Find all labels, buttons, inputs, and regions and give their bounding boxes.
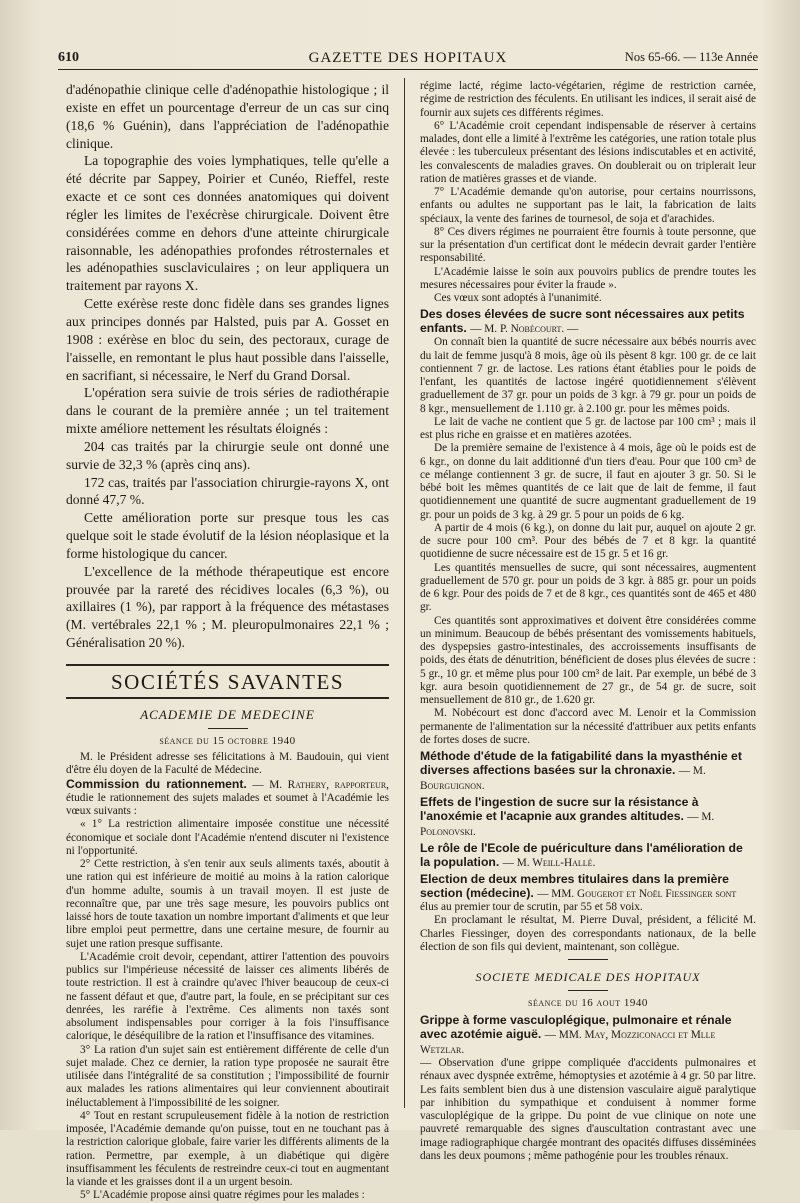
article-heading: [420, 1013, 756, 1057]
heading-author: — M. P. Nobécourt. —: [470, 323, 579, 336]
paragraph: 3° La ration d'un sujet sain est entièrement différente de celle d'un sujet malade. Chez ce dernier, la ration type proposée ne saurait être utilisée dans l'intégralité de sa constitution ; l'impossibilité de fournir aux malades les rations alimentaires qui leur conviennent aboutirait inéluctablement à l'impossibilité de les soigner.: [66, 1043, 389, 1109]
heading-text: Effets de l'ingestion de sucre sur la résistance à l'anoxémie et l'acapnie aux grandes altitudes.: [420, 795, 699, 823]
paragraph: 8° Ces divers régimes ne pourraient être fournis à toute personne, que sur la présentation d'un certificat dont le médecin devrait garder l'entière responsabilité.: [420, 225, 756, 265]
article-heading: [420, 307, 756, 336]
heading-text: Election de deux membres titulaires dans la première section (médecine).: [420, 872, 729, 900]
heading-author: — MM. May, Mozziconacci et Mlle Wetzlar.: [420, 1029, 716, 1056]
heading-text: Grippe à forme vasculoplégique, pulmonaire et rénale avec azotémie aiguë.: [420, 1013, 732, 1041]
short-rule: [568, 990, 608, 991]
commission-lead: étudie le rationnement des sujets malades et soumet à l'Académie les vœux suivants :: [66, 791, 389, 817]
heading-author: — M. Weill-Hallé.: [502, 857, 596, 869]
academy-title: ACADEMIE DE MEDECINE: [140, 707, 315, 722]
paragraph: M. Nobécourt est donc d'accord avec M. Lenoir et la Commission permanente de l'alimentation sur la nécessité d'attribuer aux petits enfants de fortes doses de sucre.: [420, 707, 756, 746]
paragraph: Les quantités mensuelles de sucre, qui sont nécessaires, augmentent graduellement de 570 gr. pour un poids de 3 kgr. à 885 gr. pour un poids de 6 kgr. Pour des poids de 7 et de 8 kgr., ces quantités sont de 465 et 480 gr.: [420, 561, 756, 614]
commission-heading: Commission du rationnement.: [66, 776, 247, 791]
paragraph: L'Académie laisse le soin aux pouvoirs publics de prendre toutes les mesures nécessaires pour éviter la fraude ».: [420, 265, 756, 291]
left-column: [66, 81, 389, 1203]
page-header: [58, 48, 758, 70]
paragraph: d'adénopathie clinique celle d'adénopathie histologique ; il existe en effet un pourcentage d'erreur de un cas sur cinq (18,6 % Guénin), dans l'appréciation de l'adénopathie clinique.: [66, 82, 389, 151]
page-number: 610: [58, 50, 79, 65]
article-heading: [420, 841, 756, 870]
article-heading: [420, 872, 756, 901]
paragraph: L'Académie croit devoir, cependant, attirer l'attention des pouvoirs publics sur l'impérieuse nécessité de laisser ces aliments libérés de toute restriction. Il est à craindre qu'avec l'hiver beaucoup de ceux-ci ne fassent défaut et que, d'autre part, la foule, en se précipitant sur ces denrées, les raréfie à l'extrême. Ces aliments non taxés sont absolument indispensables pour corriger à la fois l'insuffisance calorique, le déséquilibre de la ration et l'insuffisance des vitamines.: [66, 950, 389, 1043]
heading-text: Le rôle de l'Ecole de puériculture dans l'amélioration de la population.: [420, 841, 743, 869]
issue-number: Nos 65-66. — 113e Année: [624, 50, 758, 64]
paragraph: M. le Président adresse ses félicitations à M. Baudouin, qui vient d'être élu doyen de la Faculté de Médecine.: [66, 751, 389, 777]
session-date: séance du 16 aout 1940: [528, 997, 648, 1009]
heading-author: — M. Polonovski.: [420, 811, 715, 838]
paragraph: élus au premier tour de scrutin, par 55 et 58 voix.: [420, 901, 643, 913]
column-divider: [404, 78, 405, 1108]
paragraph: — Observation d'une grippe compliquée d'accidents pulmonaires et rénaux avec dyspnée extrême, hémoptysies et azotémie à 4 gr. 50 par litre. Les faits semblent bien dus à une distension vasculaire aiguë paralytique par inhibition du sympathique et conduisent à nommer forme vasculoplégique de la grippe. Du point de vue clinique on note une pauvreté remarquable des signes d'auscultation contrastant avec une image radiographique chargée montrant des opacités diffuses disséminées dans les deux poumons ; même pathogénie pour les troubles rénaux.: [420, 1057, 756, 1162]
journal-title: GAZETTE DES HOPITAUX: [308, 50, 508, 66]
paragraph: L'opération sera suivie de trois séries de radiothérapie dans le courant de la première année ; un tel traitement mixte améliore nettement les résultats éloignés :: [66, 385, 389, 437]
paragraph: A partir de 4 mois (6 kg.), on donne du lait pur, auquel on ajoute 2 gr. de sucre pour 100 cm³. Pour des bébés de 7 et 8 kgr. la quantité quotidienne de sucre nécessaire est de 15 gr. 5 et 16 gr.: [420, 521, 756, 561]
paragraph: 204 cas traités par la chirurgie seule ont donné une survie de 32,3 % (après cinq ans).: [66, 438, 389, 472]
paragraph: 172 cas, traités par l'association chirurgie-rayons X, ont donné 47,7 %.: [66, 474, 389, 508]
right-column: [420, 80, 756, 1163]
paragraph: Ces quantités sont approximatives et doivent être considérées comme un minimum. Beaucoup de bébés présentant des vomissements habituels, des dyspepsies gastro-intestinales, des accroissements insuffisants de poids, des états de dénutrition, bénéficient de doses plus élevées de sucre : 5 gr., 10 gr. et même plus pour 100 cm³ de lait. Par exemple, un bébé de 3 kgr. aura besoin quotidiennement de 27 gr., de 54 gr. de sucre, soit mensuellement de 810 gr., de 1.620 gr.: [420, 614, 756, 706]
heading-author: — M. Bourguignon.: [420, 765, 706, 792]
commission-paragraph: [66, 778, 389, 819]
paragraph: De la première semaine de l'existence à 4 mois, âge où le poids est de 6 kgr., on donne du lait additionné d'un tiers d'eau. Pour que 100 cm³ de ce mélange contiennent 3 gr. de sucre, il faut en ajouter 3 gr. 50. Si le bébé boit les mêmes quantités de ce lait que de lait de femme, il faut quotidiennement une quantité de sucre augmentant graduellement de 19 gr. pour un poids de 3 kg. à 29 gr. 5 pour un poids de 6 kg.: [420, 442, 756, 521]
paragraph: 4° Tout en restant scrupuleusement fidèle à la notion de restriction imposée, l'Académie demande qu'on puisse, tout en ne touchant pas à la restriction calorique globale, faire varier les différents aliments de la ration. Permettre, par exemple, à un diabétique qui digère insuffisamment les féculents de restreindre ceux-ci tout en augmentant la viande et les graisses dont il a un urgent besoin.: [66, 1109, 389, 1188]
article-heading: [420, 749, 756, 793]
paragraph: régime lacté, régime lacto-végétarien, régime de restriction carnée, régime de restriction des féculents. En utilisant les indices, il serait aisé de fournir aux sujets ces différents régimes.: [420, 80, 756, 119]
heading-text: Des doses élevées de sucre sont nécessaires aux petits enfants.: [420, 307, 745, 336]
paragraph: 2° Cette restriction, à s'en tenir aux seuls aliments taxés, aboutit à une ration qui est inférieure de moitié au moins à la ration calorique d'un homme adulte, soumis à un travail moyen. Il est juste de reconnaître que, par une très sage mesure, les pouvoirs publics ont laissé hors de toute taxation un nombre important d'aliments et que leur libre emploi peut permettre, dans une certaine mesure, de fournir au sujet une ration presque suffisante.: [66, 858, 389, 950]
heading-text: Méthode d'étude de la fatigabilité dans la myasthénie et diverses affections basées sur la chronaxie.: [420, 749, 742, 777]
paragraph: On connaît bien la quantité de sucre nécessaire aux bébés nourris avec du lait de femme jusqu'à 8 mois, âge où ils pèsent 8 kgr. 100 gr. de ce lait contiennent 7 gr. de lactose. Les rations étant établies pour le poids de l'enfant, les quantités de lactose ingéré quotidiennement s'élèvent graduellement de 37 gr. pour un poids de 3 kgr. à 79 gr. pour un poids de 8 kgr., mensuellement de 1.110 gr. à 2.100 gr. pour les mêmes poids.: [420, 336, 756, 415]
short-rule: [568, 959, 608, 960]
short-rule: [208, 728, 248, 729]
paragraph: Cette amélioration porte sur presque tous les cas quelque soit le stade évolutif de la lésion néoplasique et la forme histologique du cancer.: [66, 510, 389, 561]
paragraph: Cette exérèse reste donc fidèle dans ses grandes lignes aux principes donnés par Halsted, puis par A. Gosset en 1908 : exérèse en bloc du sein, des pectoraux, curage de l'aisselle, en remontant le plus haut possible dans l'aisselle, en sacrifiant, si nécessaire, le Nerf du Grand Dorsal.: [66, 296, 389, 383]
paragraph: 7° L'Académie demande qu'on autorise, pour certains nourrissons, enfants ou adultes ne supportant pas le lait, la fabrication de laits spéciaux, la vente des farines de tournesol, de soja et d'arachides.: [420, 186, 756, 225]
paragraph: 5° L'Académie propose ainsi quatre régimes pour les malades :: [80, 1189, 365, 1202]
section-title: SOCIÉTÉS SAVANTES: [66, 664, 389, 699]
society-title: SOCIETE MEDICALE DES HOPITAUX: [475, 970, 701, 984]
paragraph: 6° L'Académie croit cependant indispensable de réserver à certains malades, dont elle a limité à l'extrême les catégories, une ration totale plus élevée : les tuberculeux présentant des lésions indiscutables et en activité, les convalescents de maladies graves. On doublerait ou on triplerait leur ration de matières grasses et de viande.: [420, 119, 756, 185]
paragraph: Ces vœux sont adoptés à l'unanimité.: [434, 292, 602, 304]
heading-author: — MM. Gougerot et Noël Fiessinger sont: [537, 888, 737, 900]
paragraph: En proclamant le résultat, M. Pierre Duval, président, a félicité M. Charles Fiessinger, doyen des correspondants nationaux, de la belle élection de son fils qui devient, maintenant, son collègue.: [420, 914, 756, 953]
paragraph: L'excellence de la méthode thérapeutique est encore prouvée par la rareté des récidives locales (6,3 %), ou axillaires (1 %), par rapport à la fréquence des métastases (M. vertébrales 22,1 % ; M. pleuropulmonaires 22,1 % ; Généralisation 20 %).: [66, 563, 389, 651]
paragraph: Le lait de vache ne contient que 5 gr. de lactose par 100 cm³ ; mais il est plus riche en graisse et en matières azotées.: [420, 415, 756, 441]
paragraph: « 1° La restriction alimentaire imposée constitue une nécessité économique et sociale dont l'Académie n'entend discuter ni l'existence ni l'opportunité.: [66, 818, 389, 857]
commission-author: — M. Rathery, rapporteur,: [252, 778, 389, 791]
article-heading: [420, 795, 756, 839]
paragraph: La topographie des voies lymphatiques, telle qu'elle a été décrite par Sappey, Poirier et Cunéo, Rieffel, reste exacte et ce sont ces données anatomiques qui doivent régler les limites de l'exécrèse chirurgicale. Doivent être considérées comme en dehors d'une atteinte chirurgicale raisonnable, les adénopathies profondes rétrosternales et les adénopathies susclaviculaires ; on leur appliquera un traitement par rayons X.: [66, 153, 389, 294]
session-date: séance du 15 octobre 1940: [159, 735, 296, 747]
